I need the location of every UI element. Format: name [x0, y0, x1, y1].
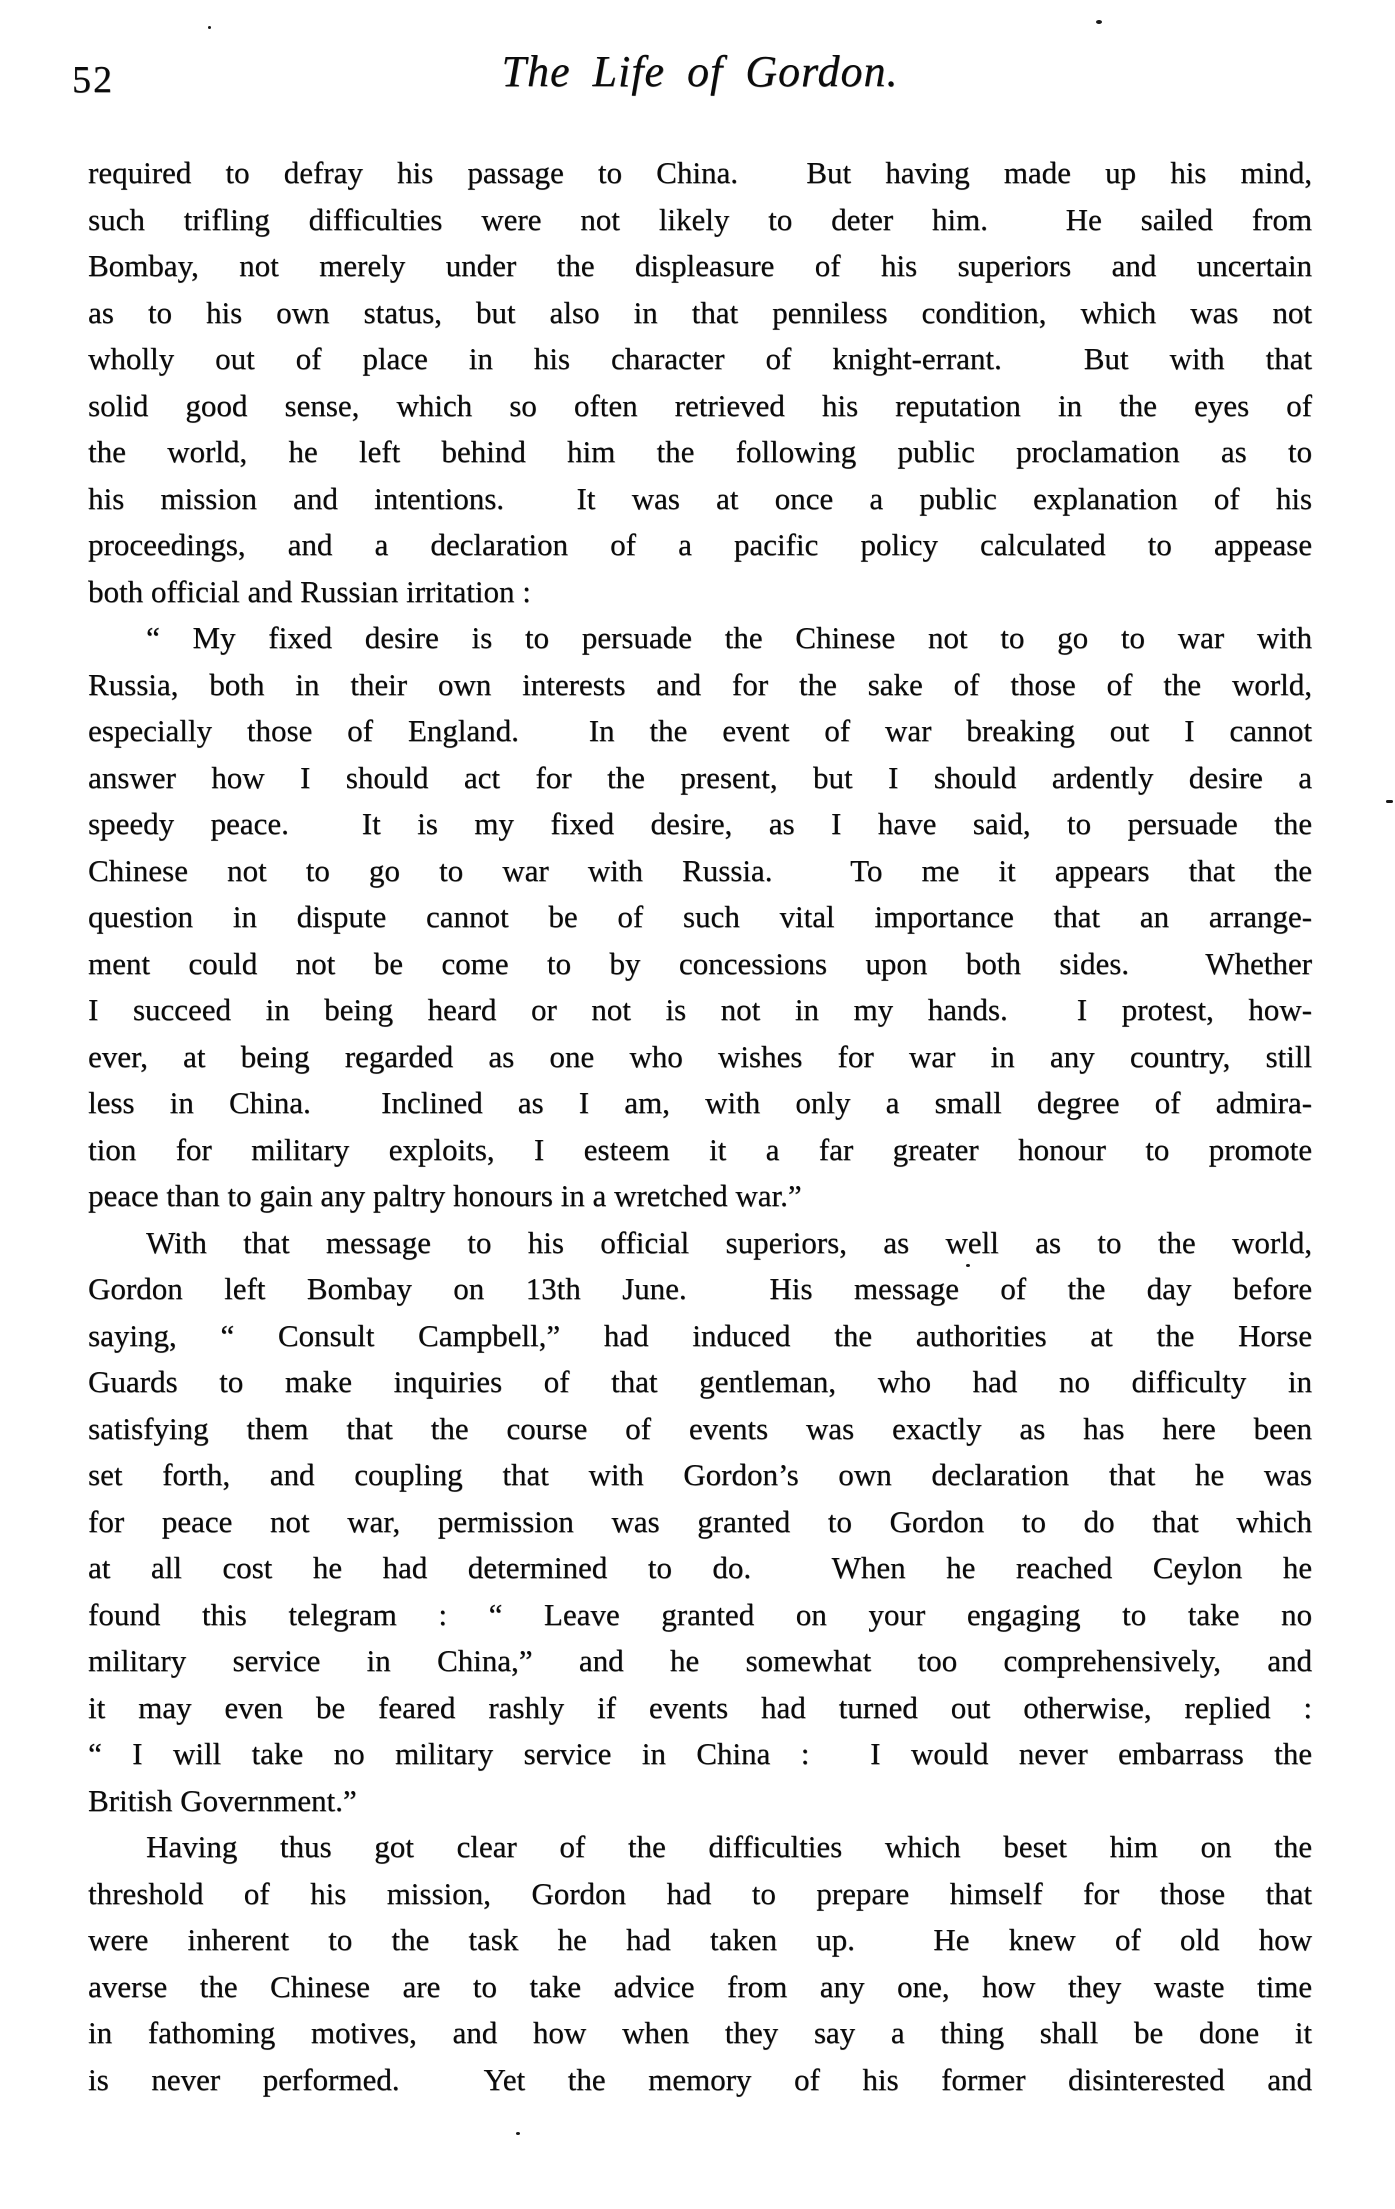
text-line: at all cost he had determined to do. When he reached Ceylon he — [88, 1550, 1312, 1585]
page-number: 52 — [72, 59, 114, 101]
text-line: his mission and intentions. It was at once a public explanation of his — [88, 480, 1312, 516]
paragraph — [88, 1220, 1312, 1825]
scan-speck — [1096, 20, 1102, 24]
running-head — [72, 46, 1312, 110]
text-line: threshold of his mission, Gordon had to prepare himself for those that — [88, 1875, 1312, 1911]
text-line: military service in China,” and he somewhat too comprehensively, and — [88, 1643, 1312, 1678]
text-line: “ My fixed desire is to persuade the Chinese not to go to war with — [146, 620, 1312, 655]
text-line: found this telegram : “ Leave granted on your engaging to take no — [88, 1596, 1312, 1632]
text-line: I succeed in being heard or not is not in my hands. I protest, how- — [88, 992, 1312, 1027]
scan-speck — [1386, 800, 1393, 803]
text-line: ment could not be come to by concessions upon both sides. Whether — [88, 945, 1312, 981]
text-line: it may even be feared rashly if events had turned out otherwise, replied : — [88, 1689, 1312, 1725]
text-line: Bombay, not merely under the displeasure of his superiors and uncertain — [88, 248, 1312, 283]
text-line: wholly out of place in his character of knight-errant. But with that — [88, 341, 1312, 376]
text-line: proceedings, and a declaration of a pacific policy calculated to appease — [88, 527, 1312, 562]
paragraph — [88, 615, 1312, 1220]
text-line: British Government.” — [88, 1782, 357, 1818]
text-line: solid good sense, which so often retrieved his reputation in the eyes of — [88, 387, 1312, 423]
text-line: set forth, and coupling that with Gordon’s own declaration that he was — [88, 1457, 1312, 1492]
text-line: speedy peace. It is my fixed desire, as I have said, to persuade the — [88, 806, 1312, 841]
text-line: ever, at being regarded as one who wishes for war in any country, still — [88, 1038, 1312, 1074]
scan-speck — [516, 2132, 520, 2135]
text-line: averse the Chinese are to take advice from any one, how they waste time — [88, 1968, 1312, 2004]
text-line: as to his own status, but also in that penniless condition, which was not — [88, 294, 1312, 330]
text-line: question in dispute cannot be of such vital importance that an arrange- — [88, 899, 1312, 934]
text-line: saying, “ Consult Campbell,” had induced the authorities at the Horse — [88, 1317, 1312, 1353]
paragraph — [88, 150, 1312, 615]
text-line: Having thus got clear of the difficulties which beset him on the — [146, 1829, 1312, 1864]
page-body — [88, 150, 1312, 2103]
text-line: less in China. Inclined as I am, with only a small degree of admira- — [88, 1085, 1312, 1120]
text-line: satisfying them that the course of events was exactly as has here been — [88, 1410, 1312, 1446]
text-line: the world, he left behind him the following public proclamation as to — [88, 434, 1312, 469]
text-line: required to defray his passage to China. But having made up his mind, — [88, 155, 1312, 190]
scan-speck — [208, 26, 211, 29]
text-line: especially those of England. In the event of war breaking out I cannot — [88, 713, 1312, 748]
text-line: in fathoming motives, and how when they say a thing shall be done it — [88, 2015, 1312, 2050]
text-line: peace than to gain any paltry honours in a wretched war.” — [88, 1178, 802, 1213]
text-line: such trifling difficulties were not likely to deter him. He sailed from — [88, 201, 1312, 237]
paragraph — [88, 1824, 1312, 2103]
text-line: Chinese not to go to war with Russia. To me it appears that the — [88, 852, 1312, 888]
running-title: The Life of Gordon. — [501, 47, 899, 96]
text-line: With that message to his official superiors, as well as to the world, — [146, 1224, 1312, 1260]
text-line: Guards to make inquiries of that gentleman, who had no difficulty in — [88, 1364, 1312, 1399]
text-line: “ I will take no military service in China : I would never embarrass the — [88, 1736, 1312, 1771]
text-line: both official and Russian irritation : — [88, 573, 531, 609]
text-line: Gordon left Bombay on 13th June. His message of the day before — [88, 1271, 1312, 1306]
text-line: answer how I should act for the present, but I should ardently desire a — [88, 759, 1312, 795]
text-line: tion for military exploits, I esteem it a far greater honour to promote — [88, 1131, 1312, 1167]
text-line: is never performed. Yet the memory of his former disinterested and — [88, 2061, 1312, 2097]
text-line: were inherent to the task he had taken up. He knew of old how — [88, 1922, 1312, 1957]
text-line: for peace not war, permission was granted to Gordon to do that which — [88, 1503, 1312, 1539]
scan-speck — [966, 1264, 970, 1267]
text-line: Russia, both in their own interests and for the sake of those of the world, — [88, 666, 1312, 702]
